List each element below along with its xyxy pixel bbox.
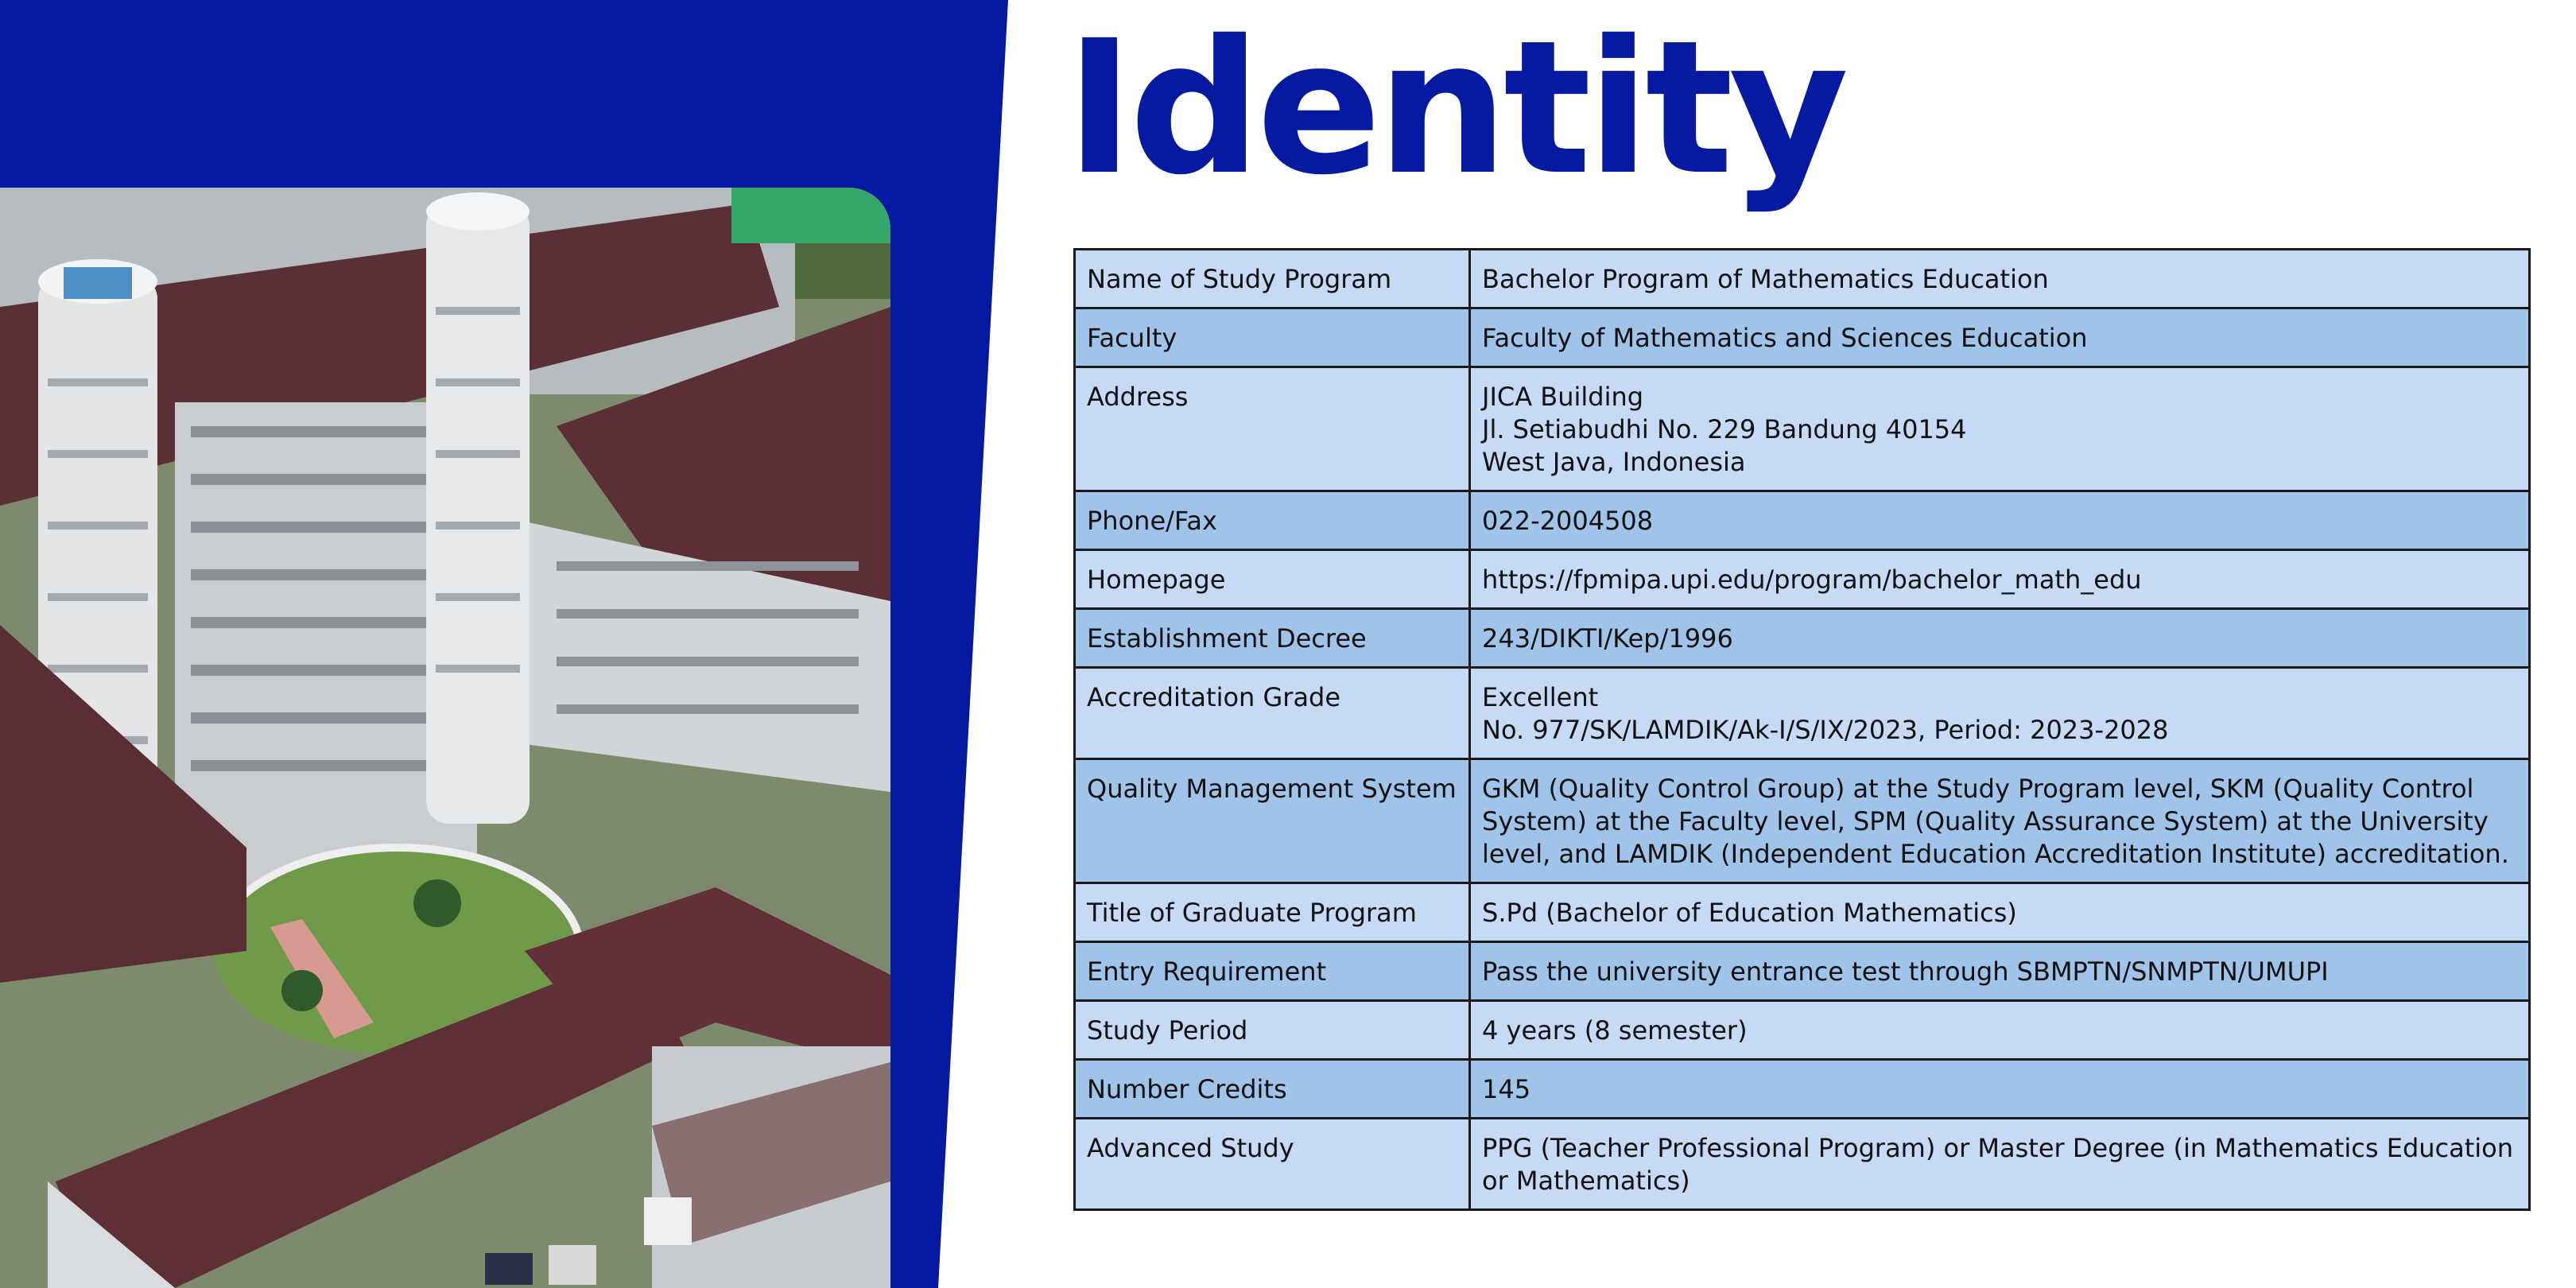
row-label: Accreditation Grade [1075, 668, 1470, 759]
row-value-line: 022-2004508 [1482, 506, 1654, 536]
table-row [1075, 550, 2530, 609]
identity-table-body [1075, 250, 2530, 1210]
row-label: Establishment Decree [1075, 609, 1470, 668]
row-value [1470, 668, 2530, 759]
row-value [1470, 1060, 2530, 1119]
row-label: Study Period [1075, 1001, 1470, 1060]
row-label: Number Credits [1075, 1060, 1470, 1119]
row-value [1470, 609, 2530, 668]
table-row [1075, 1001, 2530, 1060]
row-value-line: GKM (Quality Control Group) at the Study Program level, SKM (Quality Control System) at the Faculty level, SPM (Quality Assurance System) at the University level, and LAMDIK (Independent Education Accreditation Institute) accreditation. [1482, 774, 2509, 869]
table-row [1075, 1060, 2530, 1119]
table-row [1075, 308, 2530, 367]
row-value-line: 243/DIKTI/Kep/1996 [1482, 623, 1733, 654]
table-row [1075, 1119, 2530, 1210]
row-value [1470, 1119, 2530, 1210]
row-value [1470, 367, 2530, 491]
row-value-line: 145 [1482, 1074, 1531, 1104]
identity-table [1073, 248, 2531, 1211]
table-row [1075, 250, 2530, 308]
table-row [1075, 609, 2530, 668]
row-label: Advanced Study [1075, 1119, 1470, 1210]
table-row [1075, 367, 2530, 491]
page-title: Identity [1065, 1, 1845, 215]
row-value-line: Faculty of Mathematics and Sciences Education [1482, 323, 2088, 353]
row-label: Entry Requirement [1075, 942, 1470, 1001]
table-row [1075, 491, 2530, 550]
row-value-line: Excellent [1482, 682, 1599, 712]
row-value-line: 4 years (8 semester) [1482, 1015, 1748, 1046]
row-label: Faculty [1075, 308, 1470, 367]
row-value-line: West Java, Indonesia [1482, 447, 1746, 477]
row-label: Homepage [1075, 550, 1470, 609]
table-row [1075, 668, 2530, 759]
row-label: Quality Management System [1075, 759, 1470, 883]
row-value [1470, 308, 2530, 367]
row-value-line: Jl. Setiabudhi No. 229 Bandung 40154 [1482, 414, 1967, 444]
row-value [1470, 250, 2530, 308]
row-value-line: https://fpmipa.upi.edu/program/bachelor_math_edu [1482, 564, 2142, 595]
campus-photo [0, 188, 890, 1288]
row-value [1470, 942, 2530, 1001]
row-label: Address [1075, 367, 1470, 491]
table-row [1075, 883, 2530, 942]
campus-photo-illustration [0, 188, 890, 1288]
row-label: Title of Graduate Program [1075, 883, 1470, 942]
row-value-line: No. 977/SK/LAMDIK/Ak-I/S/IX/2023, Period: 2023-2028 [1482, 715, 2169, 745]
row-label: Phone/Fax [1075, 491, 1470, 550]
row-value-line: JICA Building [1482, 382, 1644, 412]
row-label: Name of Study Program [1075, 250, 1470, 308]
row-value [1470, 883, 2530, 942]
table-row [1075, 942, 2530, 1001]
row-value-line: S.Pd (Bachelor of Education Mathematics) [1482, 898, 2017, 928]
row-value-line: Bachelor Program of Mathematics Education [1482, 264, 2049, 294]
row-value-line: Pass the university entrance test through SBMPTN/SNMPTN/UMUPI [1482, 956, 2329, 987]
row-value [1470, 759, 2530, 883]
row-value [1470, 550, 2530, 609]
row-value [1470, 1001, 2530, 1060]
table-row [1075, 759, 2530, 883]
row-value-line: PPG (Teacher Professional Program) or Master Degree (in Mathematics Education or Mathematics) [1482, 1133, 2514, 1196]
row-value [1470, 491, 2530, 550]
